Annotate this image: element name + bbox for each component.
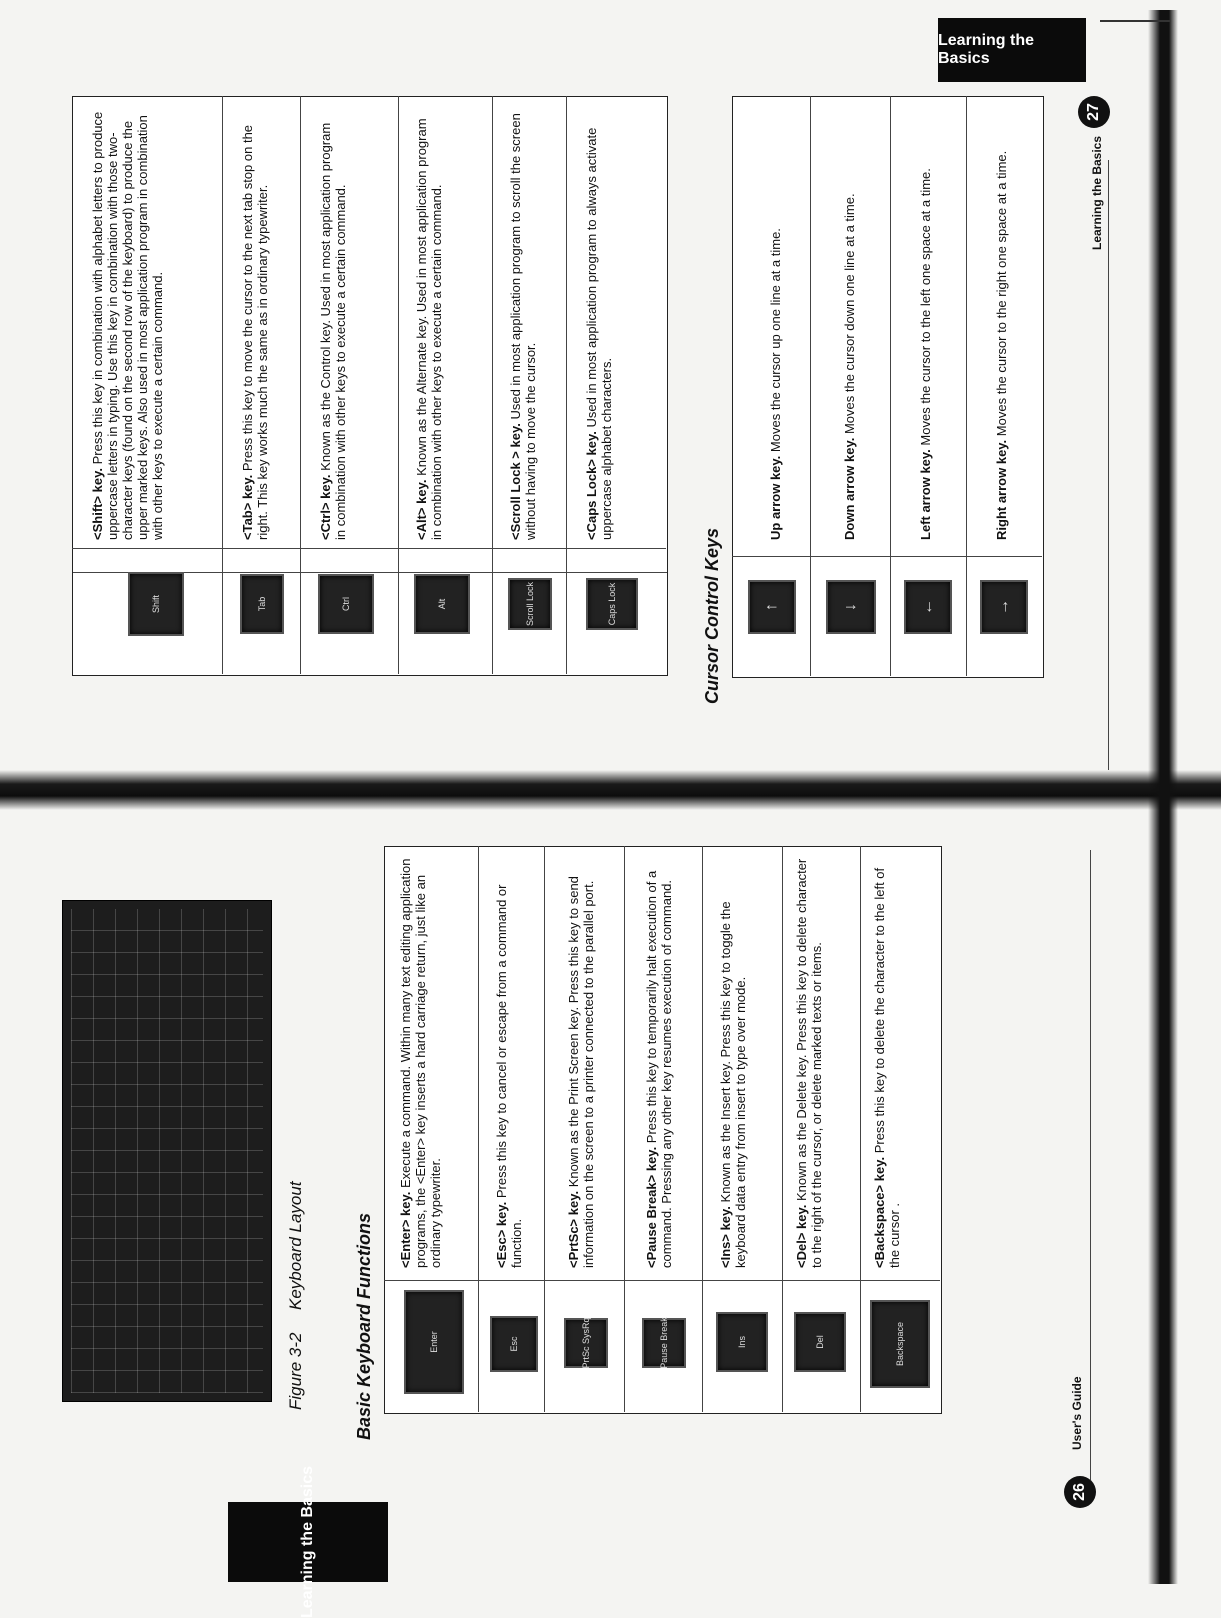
backspace-key-image: Backspace (870, 1300, 930, 1388)
ins-key-image: Ins (716, 1312, 768, 1372)
esc-key-description: <Esc> key. Press this key to cancel or escape from a command or function. (494, 884, 524, 1268)
del-key-image: Del (794, 1312, 846, 1372)
left-page-number: 26 (1064, 1476, 1096, 1508)
left-footer-label: User's Guide (1070, 1376, 1084, 1450)
page-edge-line (1100, 20, 1170, 22)
shift-key-description: <Shift> key. Press this key in combination with alphabet letters to produce uppercase letters in typing. Use this key in combination with those two-character keys (found on the second row of the keyboard) to produce the upper marked keys. Also used in most application program in combination with other keys to execute a certain command. (90, 111, 165, 540)
page-edge-shadow (1148, 10, 1178, 1584)
pause-break-key-description: <Pause Break> key. Press this key to temporarily halt execution of a command. Pressing any other key resumes execution of command. (644, 870, 674, 1268)
caps-lock-key-image: Caps Lock (586, 578, 638, 630)
bottom-tab (228, 1465, 388, 1618)
scroll-lock-key-description: <Scroll Lock > key. Used in most application program to scroll the screen without having to move the cursor. (508, 113, 538, 540)
alt-key-description: <Alt> key. Known as the Alternate key. Used in most application program in combination with other keys to execute a certain command. (414, 118, 444, 540)
pause-break-key-image: Pause Break (642, 1318, 686, 1368)
ctrl-key-description: <Ctrl> key. Known as the Control key. Used in most application program in combination with other keys to execute a certain command. (318, 122, 348, 540)
left-arrow-key-image: ← (904, 580, 952, 634)
ins-key-description: <Ins> key. Known as the Insert key. Press this key to toggle the keyboard data entry from insert to type over mode. (718, 901, 748, 1268)
shift-key-image: Shift (128, 572, 184, 636)
section-title-basic-keyboard: Basic Keyboard Functions (354, 1212, 374, 1440)
header-tab-label: Learning the Basics (938, 32, 1035, 67)
right-arrow-description: Right arrow key. Moves the cursor to the right one space at a time. (994, 150, 1009, 540)
enter-key-image: Enter (404, 1290, 464, 1394)
down-arrow-key-image: ↓ (826, 580, 876, 634)
cursor-section-title: Cursor Control Keys (702, 527, 722, 704)
keyboard-layout-image (62, 900, 272, 1402)
bottom-tab-label: Learning the Basics (299, 1465, 316, 1618)
caps-lock-key-description: <Caps Lock> key. Used in most application program to always activate uppercase alphabet characters. (584, 127, 614, 540)
up-arrow-key-image: ↑ (748, 580, 796, 634)
up-arrow-description: Up arrow key. Moves the cursor up one line at a time. (768, 228, 783, 540)
tab-key-description: <Tab> key. Press this key to move the cursor to the next tab stop on the right. This key works much the same as in ordinary typewriter. (240, 124, 270, 540)
down-arrow-description: Down arrow key. Moves the cursor down one line at a time. (842, 193, 857, 540)
enter-key-description: <Enter> key. Execute a command. Within many text editing application programs, the <Enter> key inserts a hard carriage return, just like an ordinary typewriter. (398, 858, 443, 1268)
figure-caption-title: Keyboard Layout (286, 1181, 305, 1310)
header-tab (938, 18, 1086, 82)
del-key-description: <Del> key. Known as the Delete key. Press this key to delete character to the right of the cursor, or delete marked texts or items. (794, 858, 824, 1268)
backspace-key-description: <Backspace> key. Press this key to delete the character to the left of the cursor . (872, 867, 902, 1268)
right-arrow-key-image: → (980, 580, 1028, 634)
right-page-number: 27 (1078, 96, 1110, 128)
prtsc-key-description: <PrtSc> key. Known as the Print Screen key. Press this key to send information on the screen to a printer connected to the parallel port. (566, 876, 596, 1268)
prtsc-key-image: PrtSc SysRq (564, 1318, 608, 1368)
left-arrow-description: Left arrow key. Moves the cursor to the left one space at a time. (918, 168, 933, 540)
scroll-lock-key-image: Scroll Lock (508, 578, 552, 630)
esc-key-image: Esc (490, 1316, 538, 1372)
tab-key-image: Tab (240, 574, 284, 634)
alt-key-image: Alt (414, 574, 470, 634)
ctrl-key-image: Ctrl (318, 574, 374, 634)
book-spine-shadow (0, 770, 1221, 810)
right-footer-label: Learning the Basics (1090, 135, 1104, 250)
figure-caption-number: Figure 3-2 (286, 1332, 305, 1410)
